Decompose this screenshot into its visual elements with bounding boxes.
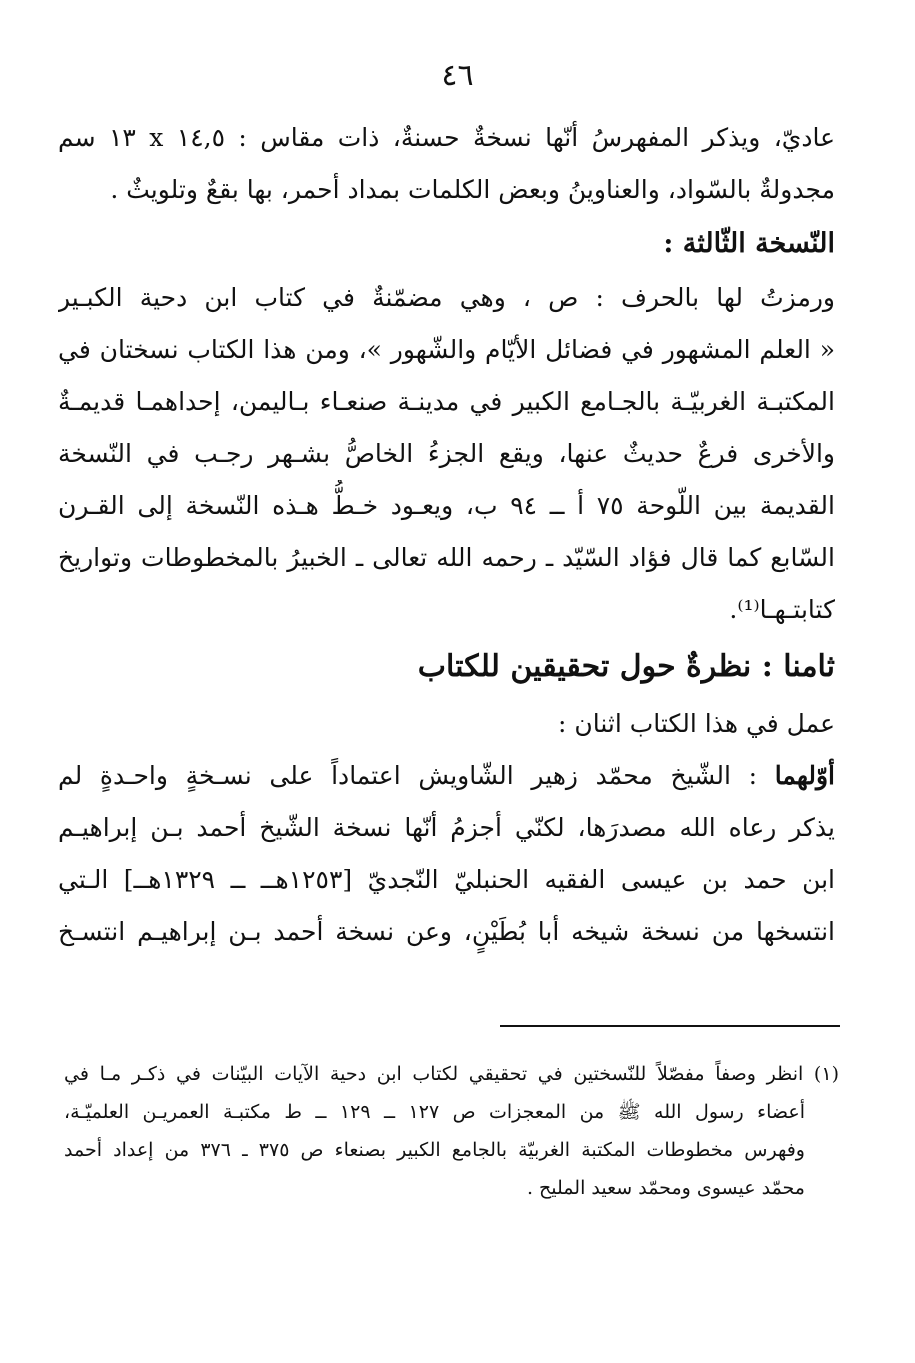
main-text (58, 112, 835, 958)
text-line: السّابع كما قال فؤاد السّيّد ـ رحمه الله تعالى ـ الخبيرُ بالمخطوطات وتواريخ (58, 543, 835, 572)
section-heading: ثامنا : نظرةٌ حول تحقيقين للكتاب (417, 649, 835, 684)
page-number: ٤٦ (441, 58, 474, 93)
footnote-line: محمّد عيسوى ومحمّد سعيد المليح . (526, 1177, 805, 1199)
footnotes (64, 1055, 839, 1207)
text-line: المكتبـة الغربيّـة بالجـامع الكبير في مدينـة صنعـاء بـاليمن، إحداهمـا قديمـةٌ (58, 387, 835, 416)
footnote-line: أعضاء رسول الله ﷺ من المعجزات ص ١٢٧ ــ ١٢٩ ــ ط مكتبـة العمريـن العلميّـة، (64, 1101, 805, 1123)
text-line: يذكر رعاه الله مصدرَها، لكنّي أجزمُ أنّها نسخة الشّيخ أحمد بـن إبراهيـم (58, 813, 835, 842)
text-line: القديمة بين اللّوحة ٧٥ أ ــ ٩٤ ب، ويعـود خـطُّ هـذه النّسخة إلى القـرن (58, 491, 835, 520)
section-heading: النّسخة الثّالثة : (663, 228, 835, 259)
footnote-line: (١) انظر وصفاً مفصّلاً للنّسختين في تحقيقي لكتاب ابن دحية الآيات البيّنات في ذكـر مـا في (64, 1063, 839, 1085)
first-label: أوّلهما (774, 761, 835, 790)
text-line: « العلم المشهور في فضائل الأيّام والشّهور »، ومن هذا الكتاب نسختان في (58, 335, 835, 364)
footnote-divider (500, 1025, 840, 1027)
text-line: مجدولةٌ بالسّواد، والعناوينُ وبعض الكلمات بمداد أحمر، بها بقعٌ وتلويثٌ . (110, 175, 835, 204)
text-line (58, 750, 835, 802)
text-line: ابن حمد بن عيسى الفقيه الحنبليّ النّجديّ [١٢٥٣هــ ــ ١٣٢٩هــ] الـتي (58, 865, 835, 894)
text-line: كتابتـهـا⁽¹⁾. (729, 595, 835, 624)
text-line: عمل في هذا الكتاب اثنان : (558, 709, 835, 738)
text-line: عاديّ، ويذكر المفهرسُ أنّها نسخةٌ حسنةٌ، ذات مقاس : ١٤,٥ x ١٣ سم (58, 123, 835, 152)
text-line-rest: : الشّيخ محمّد زهير الشّاويش اعتماداً على نسـخةٍ واحـدةٍ لم (58, 761, 775, 790)
text-line: انتسخها من نسخة شيخه أبا بُطَيْنٍ، وعن نسخة أحمد بـن إبراهيـم انتسـخ (58, 917, 835, 946)
text-line: والأخرى فرعٌ حديثٌ عنها، ويقع الجزءُ الخاصُّ بشـهر رجـب في النّسخة (58, 439, 835, 468)
text-line: ورمزتُ لها بالحرف : ص ، وهي مضمّنةٌ في كتاب ابن دحية الكبـير (58, 283, 835, 312)
footnote-line: وفهرس مخطوطات المكتبة الغربيّة بالجامع الكبير بصنعاء ص ٣٧٥ ـ ٣٧٦ من إعداد أحمد (64, 1139, 805, 1161)
